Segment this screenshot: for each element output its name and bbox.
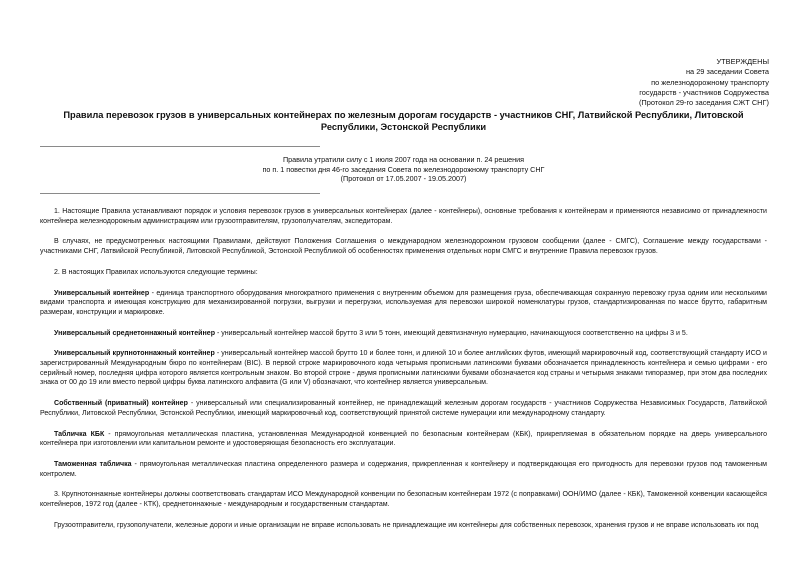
- paragraph-3: [40, 268, 767, 278]
- term-label: Универсальный контейнер: [54, 289, 150, 297]
- term-label: Собственный (приватный) контейнер: [54, 400, 188, 408]
- document-title: Правила перевозок грузов в универсальных контейнерах по железным дорогам государств - участников СНГ, Латвийской Республики, Литовской Республики, Эстонской Республики: [63, 110, 744, 132]
- paragraph-text: В случаях, не предусмотренных настоящими Правилами, действуют Положения Соглашения о международном железнодорожном грузовом сообщении (далее - СМГС), Соглашение между государствами - участниками СНГ, Латвийской Республикой, Литовской Республикой, Эстонской Республикой об особенностях применения отдельных норм СМГС и внутренние Правила перевозок грузов.: [40, 238, 767, 256]
- term-definition: - универсальный контейнер массой брутто 3 или 5 тонн, имеющий девятизначную нумерацию, начинающуюся соответственно на цифры 3 и 5.: [215, 329, 688, 337]
- paragraph-1: [40, 207, 767, 226]
- validity-line: Правила утратили силу с 1 июля 2007 года на основании п. 24 решения: [283, 155, 524, 164]
- paragraph-text: 3. Крупнотоннажные контейнеры должны соответствовать стандартам ИСО Международной конвенции по безопасным контейнерам 1972 (с поправками) ООН/ИМО (далее - КБК), Таможенной конвенции касающейся контейнеров, 1972 год (далее - КТК), среднетоннажные - международным и государственным стандартам.: [40, 491, 767, 509]
- validity-note: [150, 155, 657, 184]
- term-label: Таможенная табличка: [54, 460, 132, 468]
- definition-container: [40, 289, 767, 318]
- term-definition: - универсальный или специализированный контейнер, не принадлежащий железным дорогам государств - участников Содружества Независимых Государств, Латвийской Республики, Литовской Республики, Эстонской Республики, имеющий маркировочный код, соответствующий принятой системе нумерации или международному стандарту.: [40, 400, 767, 417]
- definition-csc-plate: [40, 430, 767, 449]
- term-definition: - прямоугольная металлическая пластина определенного размера и содержания, прикрепленная к контейнеру и подтверждающая его пригодность для перевозки грузов под таможенным контролем.: [40, 460, 767, 478]
- approval-line: УТВЕРЖДЕНЫ: [716, 57, 769, 66]
- definition-large-container: [40, 349, 767, 388]
- term-label: Универсальный крупнотоннажный контейнер: [54, 350, 215, 358]
- term-label: Табличка КБК: [54, 430, 105, 438]
- term-definition: - прямоугольная металлическая пластина, установленная Международной конвенцией по безопасным контейнерам (КБК), прикрепляемая в обязательном порядке на дверь универсального контейнера при изготовлении или капитальном ремонте и удостоверяющая безопасность его эксплуатации.: [40, 430, 767, 448]
- approval-line: по железнодорожному транспорту: [651, 77, 769, 87]
- definition-medium-container: [40, 329, 767, 339]
- paragraph-text: 1. Настоящие Правила устанавливают порядок и условия перевозок грузов в универсальных контейнерах (далее - контейнеры), основные требования к контейнерам и применяются независимо от принадлежности контейнера железнодорожным администрациям или грузоотправителям, грузополучателям, экспедиторам.: [40, 208, 767, 225]
- document-body: [40, 207, 767, 530]
- approval-line: (Протокол 29-го заседания СЖТ СНГ): [638, 98, 769, 108]
- validity-line: (Протокол от 17.05.2007 - 19.05.2007): [340, 174, 467, 184]
- term-label: Универсальный среднетоннажный контейнер: [54, 329, 215, 337]
- paragraph-2: [40, 237, 767, 256]
- paragraph-standards: [40, 490, 767, 509]
- approval-line: государств - участников Содружества: [639, 87, 769, 97]
- divider-top: [40, 146, 320, 147]
- divider-bottom: [40, 193, 320, 194]
- paragraph-text: 2. В настоящих Правилах используются следующие термины:: [54, 268, 258, 276]
- term-definition: - универсальный контейнер массой брутто 10 и более тонн, и длиной 10 и более английских футов, имеющий маркировочный код, соответствующий стандарту ИСО и зарегистрированный Международным бюро по контейнерам (BIC). В первой строке маркировочного кода четырьмя прописными латинскими буквами обозначается принадлежность контейнера и семью цифрами - его серийный номер, последняя цифра которого является контрольным знаком. Во второй строке - двумя прописными латинскими буквами обозначается код страны и четырьмя знаками типоразмер, при этом два последних знака от 00 до 19 или вместо первой цифры буква латинского алфавита (G или V) обозначают, что контейнер является универсальным.: [40, 350, 767, 387]
- definition-private-container: [40, 399, 767, 418]
- approval-stamp: [569, 57, 769, 108]
- paragraph-usage: [40, 521, 767, 531]
- definition-customs-plate: [40, 460, 767, 479]
- term-definition: - единица транспортного оборудования многократного применения с внутренним объемом для размещения груза, обеспечивающая сохранную перевозку груза одним или несколькими видами транспорта и имеющая конструкцию для механизированной погрузки, выгрузки и перегрузки, используемая для перевозки широкой номенклатуры грузов, стандартизированная по массе брутто, габаритным размерам, конструкции и маркировке.: [40, 289, 767, 316]
- approval-line: на 29 заседании Совета: [685, 67, 769, 77]
- paragraph-text: Грузоотправители, грузополучатели, железные дороги и иные организации не вправе использовать не принадлежащие им контейнеры для собственных перевозок, хранения грузов и не вправе использовать их под: [54, 521, 759, 529]
- validity-line: по п. 1 повестки дня 46-го заседания Совета по железнодорожному транспорту СНГ: [262, 164, 545, 174]
